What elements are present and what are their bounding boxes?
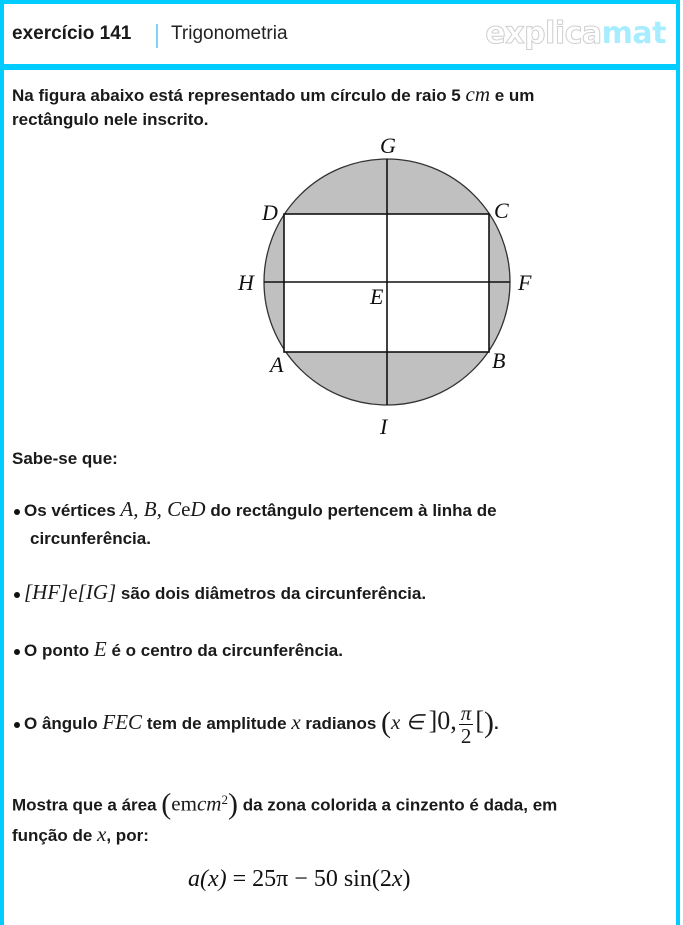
task-text: função de <box>12 826 93 845</box>
label-B: B <box>492 348 506 373</box>
variable-x: x <box>97 822 107 846</box>
fact-vertices-cont: circunferência. <box>30 529 151 548</box>
topic-title: Trigonometria <box>171 23 288 44</box>
pi-over-2 <box>459 702 474 747</box>
label-A: A <box>270 352 284 377</box>
interval-open: ]0, <box>428 705 457 735</box>
angle-FEC: FEC <box>102 709 143 734</box>
fact-text: O ponto <box>24 641 90 660</box>
bullet-icon <box>14 509 20 515</box>
formula-rhs: = 25π − 50 sin(2 <box>226 866 392 892</box>
label-F: F <box>518 270 532 295</box>
point-E: E <box>93 637 107 661</box>
paren-close: ) <box>227 787 238 821</box>
paren-open: ( <box>161 787 172 821</box>
bullet-icon <box>14 649 20 655</box>
area-formula <box>188 866 410 893</box>
fact-text-end: do rectângulo pertencem à linha de <box>210 501 497 520</box>
fact-angle <box>14 702 499 747</box>
period: . <box>494 713 499 733</box>
task-text-end: da zona colorida a cinzento é dada, em <box>242 795 558 815</box>
task-line-2 <box>12 820 149 850</box>
header-divider <box>0 64 680 70</box>
fact-text: são dois diâmetros da circunferência. <box>120 584 427 603</box>
unit-em: em <box>171 791 197 816</box>
bullet-icon <box>14 722 20 728</box>
task-line-1 <box>12 786 557 820</box>
fact-text: O ângulo <box>24 713 98 733</box>
label-G: G <box>380 133 396 158</box>
explicamat-logo <box>485 16 666 51</box>
interval-close: [ <box>475 705 484 735</box>
vertices-math: A, B, C <box>120 497 182 521</box>
paren-close: ) <box>484 705 494 739</box>
header <box>4 4 676 64</box>
fact-text: Os vértices <box>24 501 116 520</box>
exercise-number: exercício 141 <box>12 23 132 44</box>
fact-vertices <box>14 495 497 525</box>
conj-e: e <box>181 497 191 521</box>
label-E: E <box>370 284 384 309</box>
unit-exponent: 2 <box>221 792 228 807</box>
fact-diameters <box>14 578 426 608</box>
label-D: D <box>262 200 278 225</box>
logo-text-part1: explica <box>485 16 602 51</box>
known-heading: Sabe-se que: <box>12 449 118 468</box>
vertex-D: D <box>190 497 206 521</box>
segment-HF: [HF] <box>24 580 69 604</box>
paren-open: ( <box>381 705 392 739</box>
bullet-icon <box>14 592 20 598</box>
segment-IG: [IG] <box>77 580 117 604</box>
variable-x: x <box>291 709 301 734</box>
logo-text-part2: mat <box>601 16 666 51</box>
task-text-end: , por: <box>106 826 149 845</box>
x-in: x ∈ <box>391 709 424 734</box>
title-separator <box>156 24 158 48</box>
fact-text-radians: radianos <box>305 713 377 733</box>
label-C: C <box>494 198 509 223</box>
circle-rectangle-figure <box>230 130 550 442</box>
fact-text-mid: tem de amplitude <box>146 713 287 733</box>
intro-text-end: e um <box>494 86 535 105</box>
fact-center <box>14 635 343 665</box>
intro-text: Na figura abaixo está representado um círculo de raio 5 <box>12 86 461 105</box>
intro-line-2: rectângulo nele inscrito. <box>12 110 209 129</box>
formula-x: x <box>391 866 403 892</box>
label-I: I <box>380 414 388 439</box>
conj-e: e <box>68 580 78 604</box>
frac-numerator: π <box>460 701 472 725</box>
formula-lhs: a(x) <box>188 866 227 892</box>
label-H: H <box>238 270 254 295</box>
task-text: Mostra que a área <box>12 795 157 815</box>
unit-cm: cm <box>465 82 490 106</box>
fact-text-end: é o centro da circunferência. <box>111 641 343 660</box>
unit-cm: cm <box>196 791 222 816</box>
frac-denominator: 2 <box>460 724 472 748</box>
formula-close: ) <box>402 866 411 892</box>
